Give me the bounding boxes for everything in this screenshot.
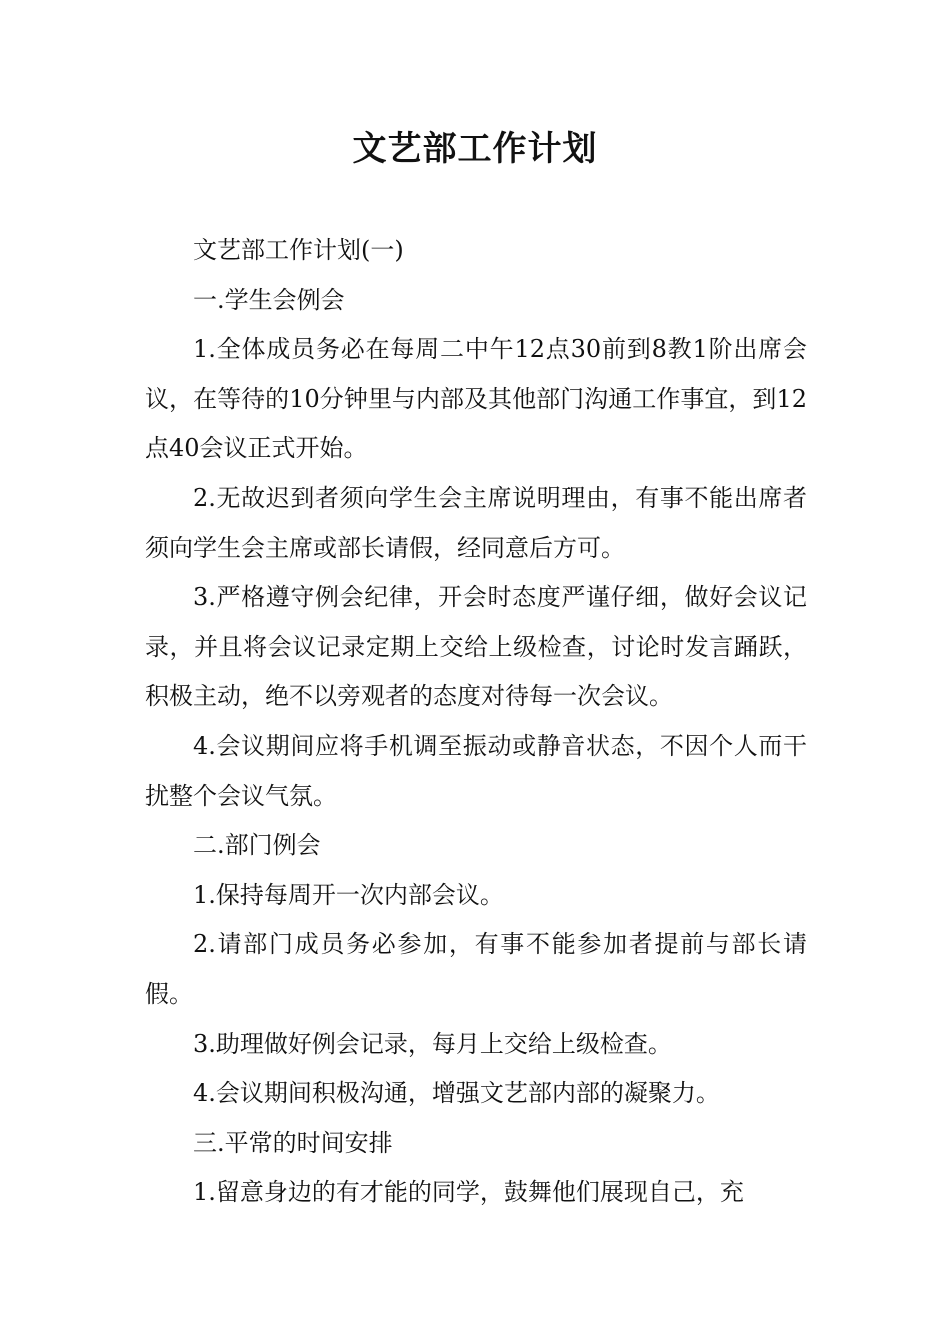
paragraph: 4.会议期间应将手机调至振动或静音状态，不因个人而干扰整个会议气氛。 xyxy=(145,731,807,810)
paragraph: 4.会议期间积极沟通，增强文艺部内部的凝聚力。 xyxy=(193,1079,720,1108)
paragraph: 2.请部门成员务必参加，有事不能参加者提前与部长请假。 xyxy=(145,930,807,1008)
document-title: 文艺部工作计划 xyxy=(352,129,598,169)
paragraph: 1.留意身边的有才能的同学，鼓舞他们展现自己，充 xyxy=(193,1178,744,1207)
paragraph: 2.无故迟到者须向学生会主席说明理由，有事不能出席者须向学生会主席或部长请假，经同意后方可。 xyxy=(145,483,807,562)
section-heading-department-meeting: 二.部门例会 xyxy=(193,831,321,860)
paragraph: 1.全体成员务必在每周二中午12点30前到8教1阶出席会议，在等待的10分钟里与内部及其他部门沟通工作事宜，到12点40会议正式开始。 xyxy=(145,335,807,463)
section-heading-student-union-meeting: 一.学生会例会 xyxy=(193,285,345,314)
paragraph: 1.保持每周开一次内部会议。 xyxy=(193,880,504,909)
paragraph: 3.助理做好例会记录，每月上交给上级检查。 xyxy=(193,1029,672,1058)
document-body xyxy=(145,226,807,1218)
paragraph-heading-plan: 文艺部工作计划(一) xyxy=(193,236,404,264)
paragraph: 3.严格遵守例会纪律，开会时态度严谨仔细，做好会议记录，并且将会议记录定期上交给上级检查，讨论时发言踊跃，积极主动，绝不以旁观者的态度对待每一次会议。 xyxy=(145,583,807,711)
section-heading-daily-schedule: 三.平常的时间安排 xyxy=(193,1128,393,1157)
